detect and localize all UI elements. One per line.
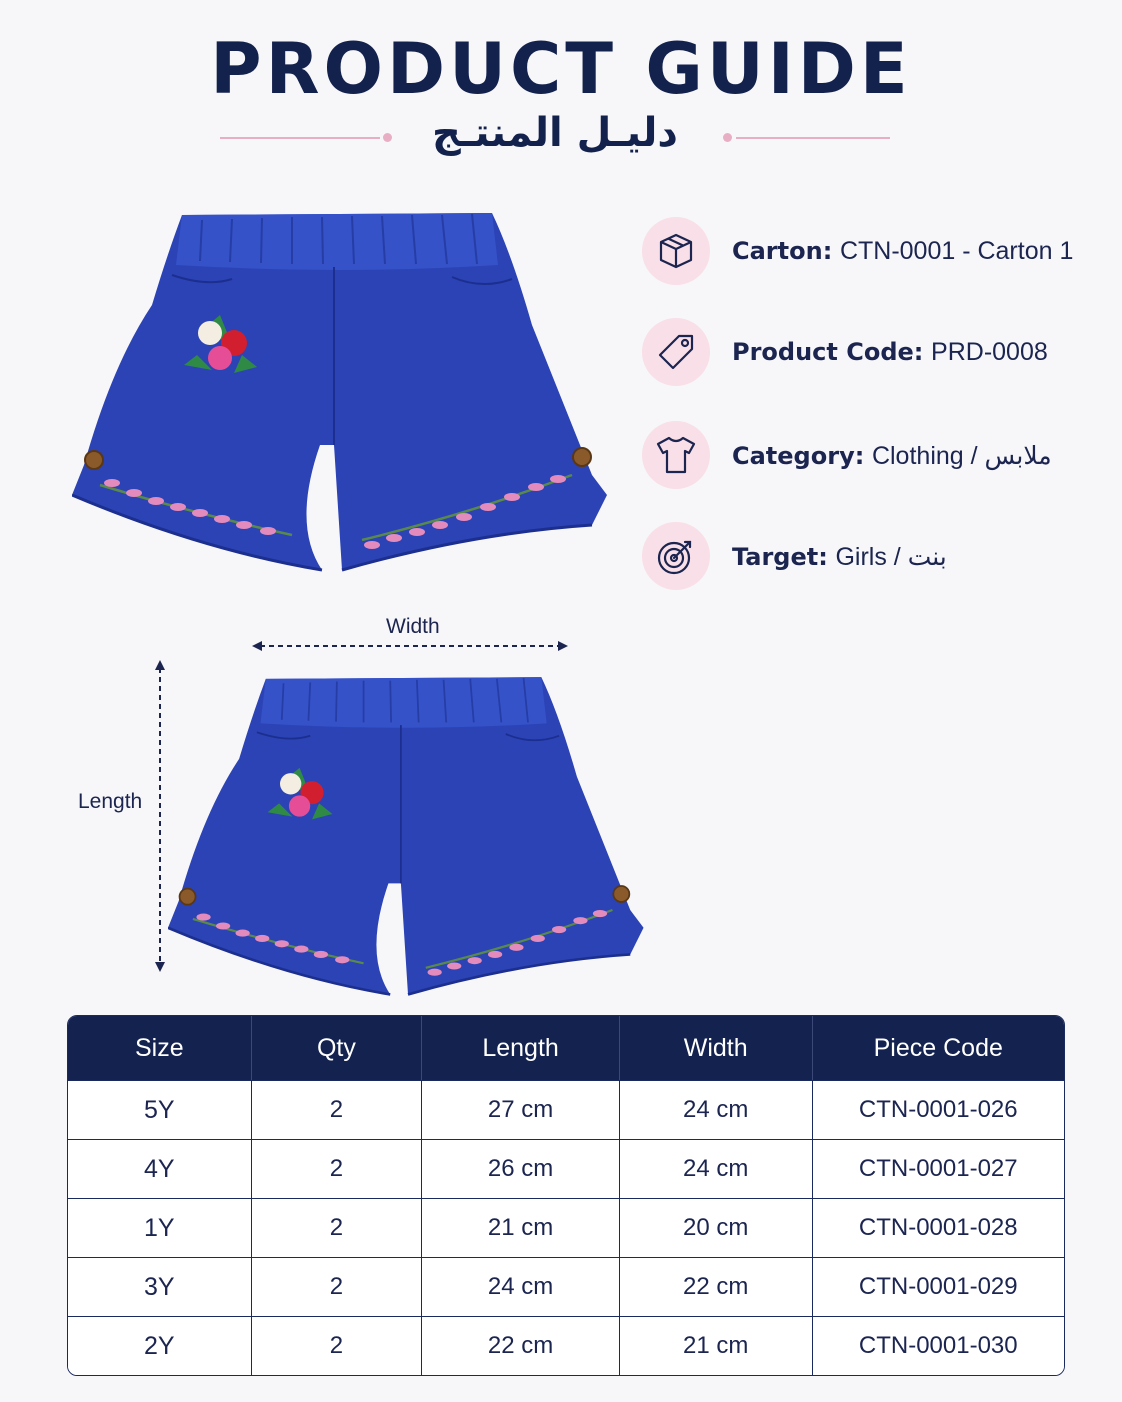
cell-qty: 2 [252, 1139, 423, 1198]
info-category-text [732, 441, 1052, 471]
cell-qty: 2 [252, 1198, 423, 1257]
info-product-code-value: PRD-0008 [931, 338, 1048, 366]
cell-size: 3Y [68, 1257, 252, 1316]
cell-size: 5Y [68, 1080, 252, 1139]
product-image-dimensions [168, 660, 648, 1000]
info-carton [642, 217, 1102, 287]
info-category [642, 421, 1102, 491]
width-arrow [250, 636, 570, 656]
page-subtitle: دليـل المنتـج [432, 110, 678, 156]
cell-qty: 2 [252, 1080, 423, 1139]
size-table [67, 1015, 1065, 1376]
cell-size: 4Y [68, 1139, 252, 1198]
info-product-code-label: Product Code: [732, 338, 924, 366]
info-carton-text [732, 237, 1073, 266]
table-row [68, 1198, 1064, 1257]
col-header-qty: Qty [252, 1016, 423, 1080]
table-row [68, 1316, 1064, 1375]
info-carton-label: Carton: [732, 237, 833, 265]
info-carton-value: CTN-0001 - Carton 1 [839, 237, 1074, 265]
info-category-value: Clothing / ملابس [871, 442, 1052, 470]
tshirt-icon [642, 421, 710, 489]
product-image-main [72, 195, 612, 575]
col-header-length: Length [422, 1016, 620, 1080]
cell-size: 1Y [68, 1198, 252, 1257]
info-target-label: Target: [732, 543, 828, 571]
page-title: PRODUCT GUIDE [210, 28, 912, 110]
cell-qty: 2 [252, 1257, 423, 1316]
col-header-piece-code: Piece Code [813, 1016, 1064, 1080]
cell-piece-code: CTN-0001-030 [813, 1316, 1064, 1375]
cell-width: 22 cm [620, 1257, 813, 1316]
cell-length: 21 cm [422, 1198, 620, 1257]
info-target-text [732, 542, 947, 572]
cell-size: 2Y [68, 1316, 252, 1375]
subtitle-row [220, 110, 890, 166]
box-icon [642, 217, 710, 285]
col-header-width: Width [620, 1016, 813, 1080]
cell-piece-code: CTN-0001-026 [813, 1080, 1064, 1139]
table-row [68, 1139, 1064, 1198]
width-label: Width [386, 615, 440, 638]
cell-width: 24 cm [620, 1080, 813, 1139]
length-arrow [150, 658, 170, 974]
cell-length: 27 cm [422, 1080, 620, 1139]
info-target-value: Girls / بنت [835, 543, 947, 571]
info-product-code [642, 318, 1102, 388]
cell-length: 24 cm [422, 1257, 620, 1316]
col-header-size: Size [68, 1016, 252, 1080]
cell-piece-code: CTN-0001-027 [813, 1139, 1064, 1198]
table-row [68, 1257, 1064, 1316]
cell-width: 24 cm [620, 1139, 813, 1198]
info-target [642, 522, 1102, 592]
info-category-label: Category: [732, 442, 865, 470]
target-icon [642, 522, 710, 590]
cell-width: 20 cm [620, 1198, 813, 1257]
table-header-row [68, 1016, 1064, 1080]
length-label: Length [78, 790, 143, 813]
cell-piece-code: CTN-0001-029 [813, 1257, 1064, 1316]
cell-length: 26 cm [422, 1139, 620, 1198]
cell-width: 21 cm [620, 1316, 813, 1375]
table-row [68, 1080, 1064, 1139]
info-product-code-text [732, 338, 1048, 367]
cell-qty: 2 [252, 1316, 423, 1375]
tag-icon [642, 318, 710, 386]
cell-length: 22 cm [422, 1316, 620, 1375]
cell-piece-code: CTN-0001-028 [813, 1198, 1064, 1257]
